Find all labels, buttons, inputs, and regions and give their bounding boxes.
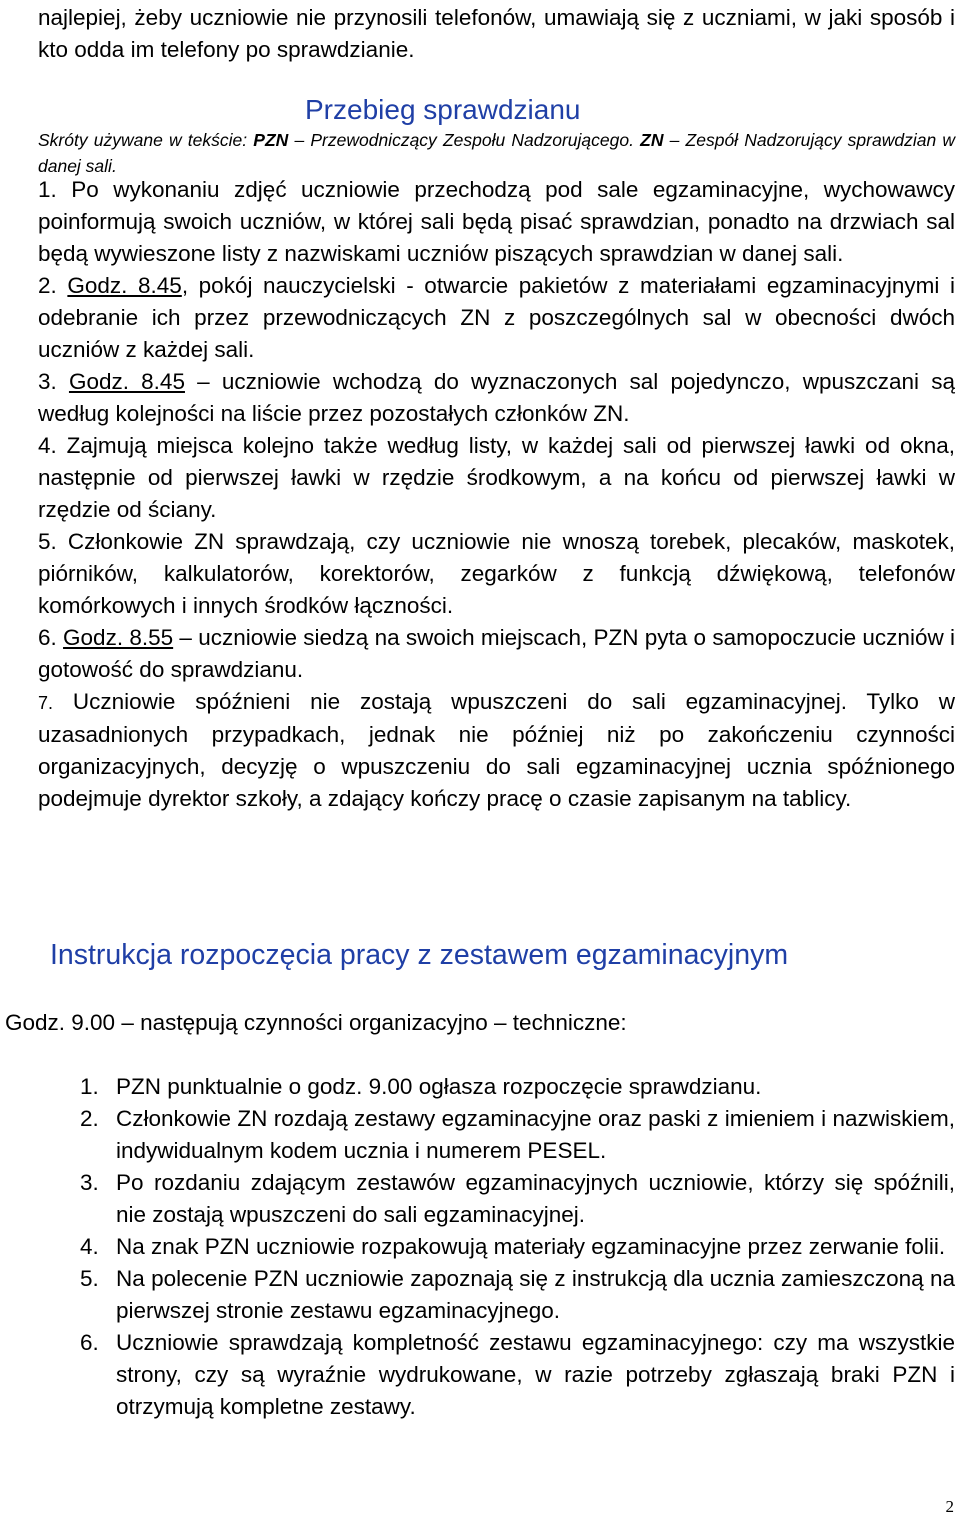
procedure-step xyxy=(38,622,955,686)
procedure-step xyxy=(38,174,955,270)
step-text: – uczniowie siedzą na swoich miejscach, PZN pyta o samopoczucie uczniów i gotowość do sprawdzianu. xyxy=(38,625,955,682)
step-text: Uczniowie spóźnieni nie zostają wpuszczeni do sali egzaminacyjnej. Tylko w uzasadnionych przypadkach, jednak nie później niż po zakończeniu czynności organizacyjnych, decyzję o wpuszczeniu do sali egzaminacyjnej ucznia spóźnionego podejmuje dyrektor szkoły, a zdający kończy pracę o czasie zapisanym na tablicy. xyxy=(38,689,955,811)
instruction-text: PZN punktualnie o godz. 9.00 ogłasza rozpoczęcie sprawdzianu. xyxy=(116,1074,762,1099)
procedure-step xyxy=(38,686,955,815)
abbrev-zn: ZN xyxy=(640,130,664,150)
step-text: , pokój nauczycielski - otwarcie pakietów z materiałami egzaminacyjnymi i odebranie ich przez przewodniczących ZN z poszczególnych sal w obecności dwóch uczniów z każdej sali. xyxy=(38,273,955,362)
page-number: 2 xyxy=(945,1497,954,1516)
step-text: Po wykonaniu zdjęć uczniowie przechodzą pod sale egzaminacyjne, wychowawcy poinformują swoich uczniów, w której sali będą pisać sprawdzian, ponadto na drzwiach sal będą wywieszone listy z nazwiskami uczniów piszących sprawdzian w danej sali. xyxy=(38,177,955,266)
instruction-text: Na znak PZN uczniowie rozpakowują materiały egzaminacyjne przez zerwanie folii. xyxy=(116,1234,946,1259)
step-time: Godz. 8.55 xyxy=(63,625,174,650)
step-number: 3. xyxy=(38,369,57,394)
instruction-item xyxy=(80,1231,955,1263)
procedure-step xyxy=(38,430,955,526)
instruction-text: Na polecenie PZN uczniowie zapoznają się z instrukcją dla ucznia zamieszczoną na pierwszej stronie zestawu egzaminacyjnego. xyxy=(116,1266,955,1323)
instruction-item xyxy=(80,1263,955,1327)
step-number: 7. xyxy=(38,693,54,713)
instruction-text: Członkowie ZN rozdają zestawy egzaminacyjne oraz paski z imieniem i nazwiskiem, indywidualnym kodem ucznia i numerem PESEL. xyxy=(116,1106,955,1163)
start-time-line: Godz. 9.00 – następują czynności organizacyjno – techniczne: xyxy=(5,1010,627,1035)
procedure-step xyxy=(38,270,955,366)
instruction-number: 5. xyxy=(80,1266,99,1291)
step-number: 2. xyxy=(38,273,57,298)
step-number: 4. xyxy=(38,433,57,458)
instruction-item xyxy=(80,1071,955,1103)
abbrev-pzn: PZN xyxy=(253,130,289,150)
section-heading-przebieg: Przebieg sprawdzianu xyxy=(305,94,581,125)
step-text: Członkowie ZN sprawdzają, czy uczniowie nie wnoszą torebek, plecaków, maskotek, piórników, kalkulatorów, korektorów, zegarków z funkcją dźwiękową, telefonów komórkowych i innych środków łączności. xyxy=(38,529,955,618)
instruction-item xyxy=(80,1103,955,1167)
instruction-number: 6. xyxy=(80,1330,99,1355)
instruction-text: Uczniowie sprawdzają kompletność zestawu egzaminacyjnego: czy ma wszystkie strony, czy są wyraźnie wydrukowane, w razie potrzeby zgłaszają braki PZN i otrzymują kompletne zestawy. xyxy=(116,1330,955,1419)
instruction-number: 4. xyxy=(80,1234,99,1259)
step-time: Godz. 8.45 xyxy=(68,369,185,394)
instruction-item xyxy=(80,1167,955,1231)
instruction-item xyxy=(80,1327,955,1423)
step-text: Zajmują miejsca kolejno także według listy, w każdej sali od pierwszej ławki od okna, następnie od pierwszej ławki w rzędzie środkowym, a na końcu od pierwszej ławki w rzędzie od ściany. xyxy=(38,433,955,522)
instruction-list xyxy=(80,1071,955,1423)
instruction-number: 2. xyxy=(80,1106,99,1131)
procedure-step xyxy=(38,526,955,622)
abbrev-prefix: Skróty używane w tekście: xyxy=(38,130,254,150)
abbreviations-note xyxy=(38,127,955,179)
abbrev-pzn-definition: – Przewodniczący Zespołu Nadzorującego. xyxy=(288,130,641,150)
step-text: – uczniowie wchodzą do wyznaczonych sal pojedynczo, wpuszczani są według kolejności na liście przez pozostałych członków ZN. xyxy=(38,369,955,426)
step-time: Godz. 8.45 xyxy=(67,273,182,298)
step-number: 1. xyxy=(38,177,57,202)
procedure-steps-list xyxy=(38,174,955,815)
instruction-number: 3. xyxy=(80,1170,99,1195)
instruction-number: 1. xyxy=(80,1074,99,1099)
section-heading-instrukcja: Instrukcja rozpoczęcia pracy z zestawem egzaminacyjnym xyxy=(50,939,789,971)
step-number: 5. xyxy=(38,529,57,554)
procedure-step xyxy=(38,366,955,430)
abbrev-zn-definition: – Zespół Nadzorujący sprawdzian w danej sali. xyxy=(38,130,955,176)
instruction-text: Po rozdaniu zdającym zestawów egzaminacyjnych uczniowie, którzy się spóźnili, nie zostają wpuszczeni do sali egzaminacyjnej. xyxy=(116,1170,955,1227)
step-number: 6. xyxy=(38,625,57,650)
intro-paragraph: najlepiej, żeby uczniowie nie przynosili telefonów, umawiają się z uczniami, w jaki sposób i kto odda im telefony po sprawdzianie. xyxy=(38,5,955,62)
